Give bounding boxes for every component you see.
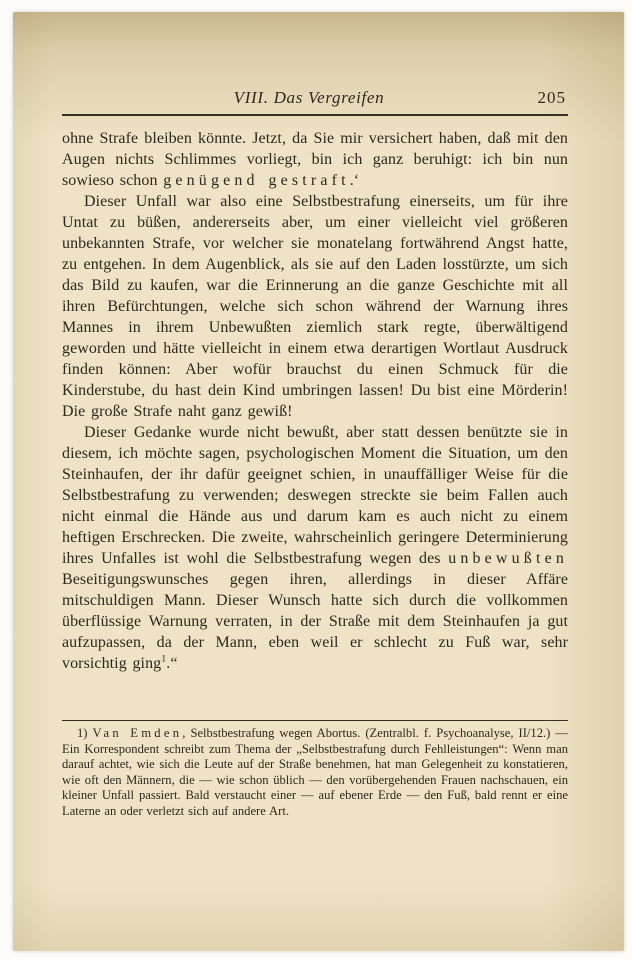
text-run: ohne Strafe bleiben könnte. Jetzt, da Sie mir versichert haben, daß mit den Augen nichts Schlimmes vorliegt, bin ich ganz beruhigt: ich bin nun sowieso schon [62, 130, 568, 189]
text-run: .“ [166, 655, 178, 672]
text-run: genügend gestraft [163, 172, 350, 189]
body-paragraph [62, 422, 568, 674]
text-run: Dieser Gedanke wurde nicht bewußt, aber statt dessen benützte sie in diesem, ich möchte sagen, psychologischen Moment die Situation, um den Steinhaufen, der ihr dafür geeignet schien, in unauffälliger Weise für die Selbstbestrafung zu verwenden; deswegen streckte sie beim Fallen auch nicht einmal die Hände aus und darum kam es auch nicht zu einem heftigen Erschrecken. Die zweite, wahrscheinlich geringere Determinierung ihres Unfalles ist wohl die Selbstbestrafung wegen des [62, 424, 568, 567]
footnote [62, 726, 568, 820]
body-text [62, 128, 568, 720]
header-rule [62, 114, 568, 116]
text-run: unbewußten [448, 550, 568, 567]
text-run: Dieser Unfall war also eine Selbstbestrafung einerseits, um für ihre Untat zu büßen, andererseits aber, um einer vielleicht viel größeren unbekannten Strafe, vor welcher sie monatelang fortwährend Angst hatte, zu entgehen. In dem Augenblick, als sie auf den Laden losstürzte, um sich das Bild zu kaufen, war die Erinnerung an die ganze Geschichte mit all ihren Befürchtungen, welche sich schon während der Warnung ihres Mannes in ihrem Unbewußten ziemlich stark regte, überwältigend geworden und hätte vielleicht in einem etwa derartigen Wortlaut Ausdruck finden können: Aber wofür brauchst du einen Schmuck für die Kinderstube, du hast dein Kind umbringen lassen! Du bist eine Mörderin! Die große Strafe naht ganz gewiß! [62, 193, 568, 420]
text-run: .‘ [349, 172, 360, 189]
text-run: Beseitigungswunsches gegen ihren, allerdings in dieser Affäre mitschuldigen Mann. Dieser Wunsch hatte sich durch die vollkommen überflüssige Warnung verraten, in der Straße mit dem Steinhaufen ja gut aufzupassen, da der Mann, eben weil er schlecht zu Fuß war, sehr vorsichtig ging [62, 571, 568, 672]
text-run: 1 [161, 653, 167, 665]
text-run: Van Emden [92, 726, 183, 740]
text-run: 1) [77, 726, 93, 740]
text-run: , Selbstbestrafung wegen Abortus. (Zentralbl. f. Psychoanalyse, II/12.) — Ein Korrespondent schreibt zum Thema der „Selbstbestrafung durch Fehlleistungen“: Wenn man darauf achtet, wie sich die Leute auf der Straße benehmen, hat man Gelegenheit zu konstatieren, wie oft den Männern, die — wie schon üblich — den vorübergehenden Frauen nachschauen, ein kleiner Unfall passiert. Bald verstaucht einer — auf ebener Erde — den Fuß, bald rennt er eine Laterne an oder verletzt sich auf andere Art. [62, 726, 568, 818]
footnote-paragraph [62, 726, 568, 820]
body-paragraph [62, 128, 568, 191]
book-page [13, 12, 624, 951]
footnote-rule [62, 720, 568, 721]
chapter-title: VIII. Das Vergreifen [233, 88, 385, 107]
running-header [62, 88, 568, 110]
body-paragraph [62, 191, 568, 422]
page-number: 205 [537, 88, 566, 107]
